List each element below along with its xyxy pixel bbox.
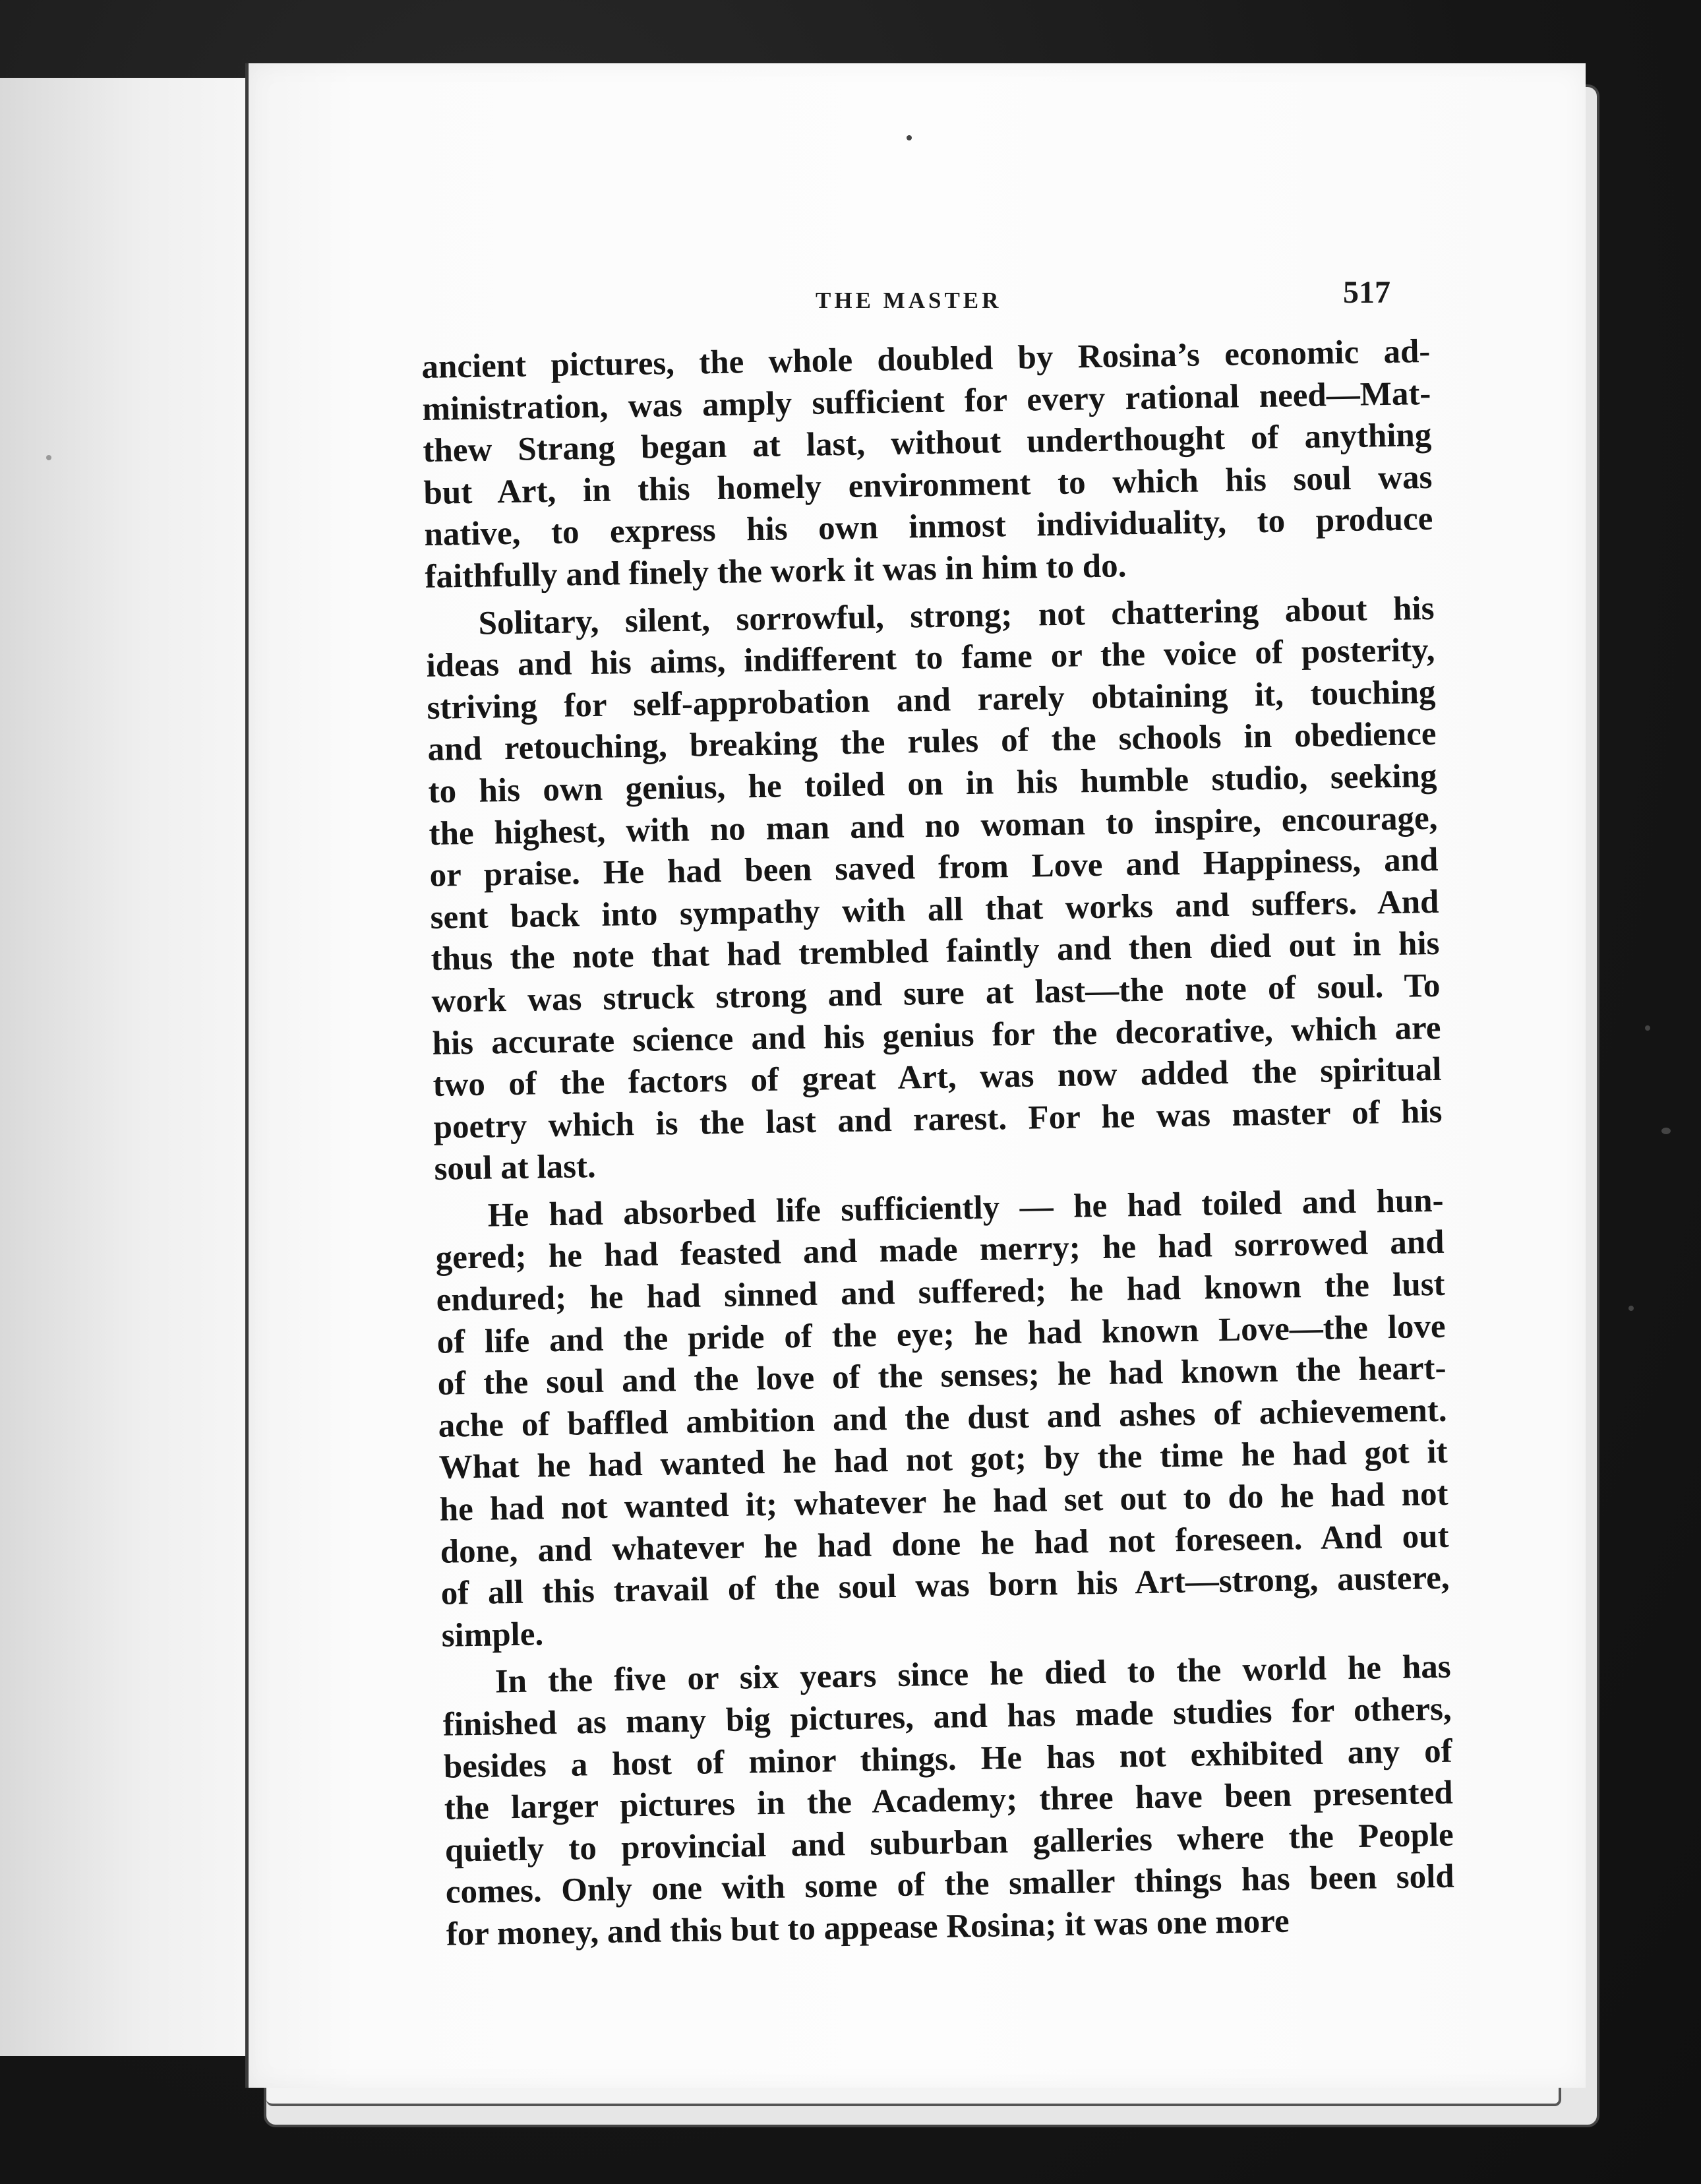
dust-speck: [1645, 1025, 1650, 1031]
text-line: the larger pictures in the Academy; three have been presented: [444, 1774, 1454, 1827]
dust-speck: [907, 135, 912, 140]
text-line: two of the factors of great Art, was now added the spiritual: [433, 1050, 1442, 1104]
text-line: faithfully and finely the work it was in him to do.: [425, 547, 1127, 595]
text-line: comes. Only one with some of the smaller things has been sold: [445, 1858, 1455, 1912]
text-line: native, to express his own inmost individuality, to produce: [424, 501, 1433, 554]
body-text: [421, 331, 1455, 1956]
text-line: Solitary, silent, sorrowful, strong; not chattering about his: [478, 590, 1435, 642]
text-line: gered; he had feasted and made merry; he had sorrowed and: [435, 1224, 1445, 1277]
book-page: [245, 63, 1586, 2088]
text-line: What he had wanted he had not got; by the time he had got it: [438, 1434, 1448, 1487]
text-line: In the five or six years since he died to the world he has: [494, 1649, 1452, 1701]
text-line: he had not wanted it; whatever he had set out to do he had not: [439, 1475, 1448, 1529]
text-line: thus the note that had trembled faintly and then died out in his: [431, 925, 1440, 979]
text-line: of the soul and the love of the senses; he had known the heart-: [437, 1350, 1447, 1403]
dust-speck: [1628, 1306, 1634, 1311]
facing-page: [0, 78, 262, 2056]
text-line: the highest, with no man and no woman to inspire, encourage,: [429, 799, 1438, 853]
text-line: ancient pictures, the whole doubled by Rosina’s economic ad-: [421, 332, 1431, 386]
running-head: THE MASTER: [816, 288, 1002, 313]
text-line: of all this travail of the soul was born his Art—strong, austere,: [440, 1559, 1450, 1612]
text-line: He had absorbed life sufficiently — he had toiled and hun-: [487, 1182, 1444, 1234]
text-line: ideas and his aims, indifferent to fame or the voice of posterity,: [426, 632, 1435, 685]
text-line: and retouching, breaking the rules of the schools in obedience: [427, 715, 1437, 769]
text-line: or praise. He had been saved from Love and Happiness, and: [429, 841, 1439, 895]
text-line: thew Strang began at last, without underthought of anything: [423, 417, 1432, 470]
text-line: poetry which is the last and rarest. For he was master of his: [433, 1093, 1443, 1146]
dust-speck: [1661, 1128, 1671, 1134]
text-line: quietly to provincial and suburban galleries where the People: [444, 1816, 1454, 1869]
text-line: his accurate science and his genius for the decorative, which are: [432, 1009, 1441, 1062]
text-line: for money, and this but to appease Rosina; it was one more: [446, 1902, 1290, 1953]
text-line: besides a host of minor things. He has not exhibited any of: [443, 1732, 1453, 1786]
text-line: simple.: [441, 1616, 544, 1654]
text-line: ache of baffled ambition and the dust and ashes of achievement.: [438, 1391, 1447, 1445]
text-line: finished as many big pictures, and has made studies for others,: [442, 1690, 1452, 1744]
text-line: work was struck strong and sure at last—the note of soul. To: [431, 967, 1441, 1020]
page-number: 517: [1343, 275, 1390, 310]
text-line: ministration, was amply sufficient for every rational need—Mat-: [422, 375, 1431, 428]
dust-speck: [46, 455, 51, 460]
text-line: done, and whatever he had done he had not foreseen. And out: [440, 1517, 1449, 1571]
text-line: of life and the pride of the eye; he had known Love—the love: [436, 1308, 1446, 1361]
text-line: striving for self-approbation and rarely obtaining it, touching: [427, 673, 1436, 727]
text-line: to his own genius, he toiled on in his humble studio, seeking: [428, 757, 1437, 810]
text-line: soul at last.: [434, 1148, 597, 1188]
text-line: endured; he had sinned and suffered; he had known the lust: [436, 1265, 1445, 1319]
text-line: but Art, in this homely environment to which his soul was: [423, 458, 1433, 512]
text-line: sent back into sympathy with all that works and suffers. And: [430, 883, 1439, 936]
